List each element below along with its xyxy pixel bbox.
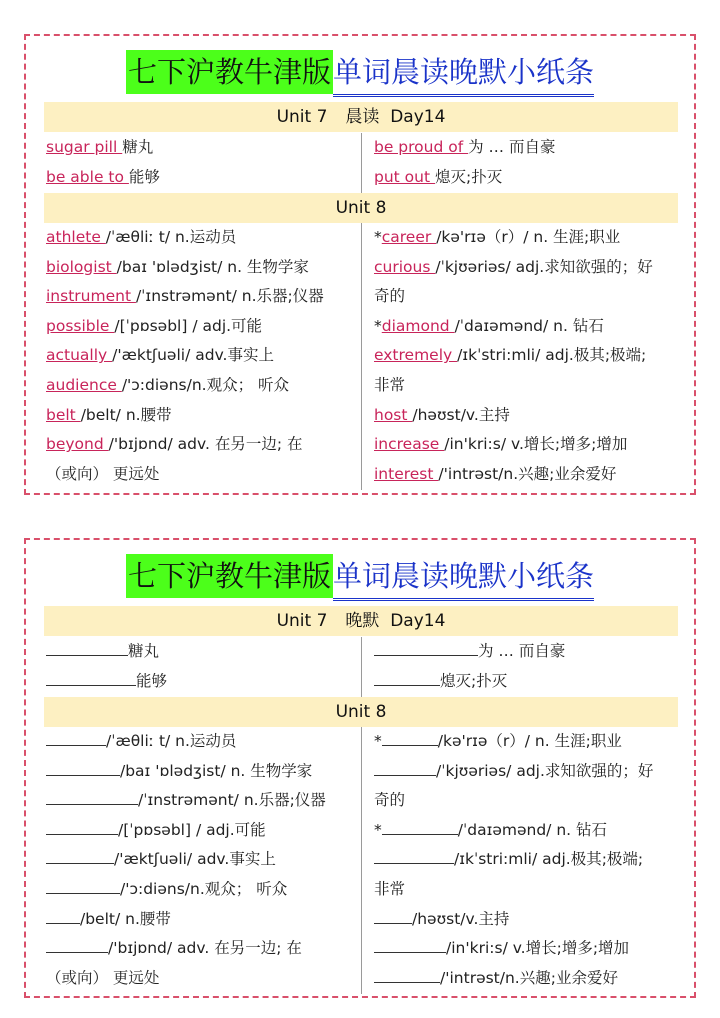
answer-blank[interactable] [374,845,454,864]
dictation-item [44,637,361,667]
vocab-item [362,223,678,253]
title-textbook: 七下沪教牛津版 [126,50,333,94]
dictation-item [362,845,678,875]
vocab-item [44,341,361,371]
vocab-meaning: 奇的 [374,791,406,810]
vocab-meaning: /in'kri:s/ v.增长;增多;增加 [444,435,628,454]
vocab-word: actually [46,346,113,365]
vocab-item [44,282,361,312]
dictation-item [362,727,678,757]
evening-dictation-card [24,538,696,998]
answer-blank[interactable] [46,875,120,894]
star-mark: * [374,732,382,750]
vocab-item [44,401,361,431]
vocab-meaning: 能够 [128,167,160,186]
unit7-right-column [362,637,678,697]
title-textbook: 七下沪教牛津版 [126,554,333,598]
vocab-meaning: /ɪkˈstri:mli/ adj.极其;极端; [454,850,644,869]
morning-reading-card [24,34,696,495]
vocab-item-continued [362,371,678,401]
vocab-word: belt [46,405,81,424]
answer-blank[interactable] [46,845,114,864]
vocab-meaning: /'intrəst/n.兴趣;业余爱好 [438,464,617,483]
vocab-item [44,312,361,342]
dictation-item-continued [362,875,678,905]
answer-blank[interactable] [374,964,440,983]
dictation-item [44,757,361,787]
vocab-meaning: /'æktʃuəli/ adv.事实上 [114,850,276,869]
star-mark: * [374,228,382,246]
vocab-meaning: （或向） 更远处 [46,968,160,987]
vocab-meaning: /həʊst/v.主持 [412,405,510,424]
title-subject: 单词晨读晚默小纸条 [333,554,594,601]
vocab-item [362,312,678,342]
dictation-item [44,934,361,964]
unit8-left-column [44,727,361,994]
vocab-meaning: （或向） 更远处 [46,464,160,483]
unit8-left-column [44,223,361,490]
vocab-meaning: /ˈæθliː t/ n.运动员 [105,228,237,246]
vocab-word: audience [46,375,122,394]
dictation-item [44,727,361,757]
day-label: Day14 [390,611,446,631]
vocab-meaning: 能够 [136,671,168,690]
vocab-meaning: /ɪkˈstri:mli/ adj.极其;极端; [457,346,647,365]
dictation-item [362,637,678,667]
vocab-item-continued [44,460,361,490]
unit8-right-column [362,223,678,490]
vocab-item [362,460,678,490]
vocab-item-continued [362,282,678,312]
card-title [26,50,694,96]
card-title [26,554,694,600]
vocab-item [362,163,678,193]
unit7-dictation [44,637,678,697]
dictation-item [362,667,678,697]
dictation-item-continued [362,786,678,816]
vocab-meaning: /ˈæθliː t/ n.运动员 [106,732,237,750]
dictation-item [44,667,361,697]
vocab-meaning: /ˈkjʊəriəs/ adj.求知欲强的；好 [435,257,653,276]
answer-blank[interactable] [46,727,106,746]
star-mark: * [374,820,382,839]
vocab-word: diamond [381,316,455,335]
vocab-meaning: 糖丸 [128,642,160,660]
vocab-meaning: /ˈɪnstrəmənt/ n.乐器;仪器 [135,287,324,306]
unit7-header [44,102,678,132]
vocab-item [44,133,361,163]
vocab-word: extremely [374,346,458,365]
unit7-left-column [44,637,361,697]
vocab-item [44,223,361,253]
unit8-vocab [44,223,678,490]
unit7-vocab [44,133,678,193]
answer-blank[interactable] [46,637,128,656]
title-subject: 单词晨读晚默小纸条 [333,50,594,97]
unit8-label: Unit 8 [335,702,387,722]
vocab-item [44,430,361,460]
answer-blank[interactable] [382,816,458,835]
dictation-item [362,816,678,846]
vocab-item [362,253,678,283]
dictation-item [44,845,361,875]
vocab-item [44,163,361,193]
unit7-label: Unit 7 [276,611,328,631]
dictation-item [44,905,361,935]
vocab-word: biologist [46,257,117,276]
vocab-meaning: /[ˈpɒsəbl] / adj.可能 [114,316,263,335]
dictation-item [362,964,678,994]
answer-blank[interactable] [374,757,436,776]
mode-label: 晨读 [345,107,380,127]
answer-blank[interactable] [374,934,446,953]
vocab-meaning: 熄灭;扑灭 [440,671,508,690]
vocab-word: athlete [46,228,106,246]
vocab-word: interest [374,464,439,483]
vocab-meaning: 糖丸 [122,138,154,156]
unit8-dictation [44,727,678,994]
vocab-meaning: /'æktʃuəli/ adv.事实上 [112,346,274,365]
vocab-meaning: /'bɪjɒnd/ adv. 在另一边; 在 [108,939,302,958]
vocab-meaning: /in'kri:s/ v.增长;增多;增加 [446,939,630,958]
vocab-word: instrument [46,287,136,306]
unit7-header [44,606,678,636]
vocab-meaning: /'bɪjɒnd/ adv. 在另一边; 在 [108,435,303,454]
unit8-label: Unit 8 [335,198,387,218]
vocab-word: sugar pill [46,138,123,156]
vocab-meaning: /belt/ n.腰带 [80,405,172,424]
vocab-meaning: 奇的 [374,287,406,306]
answer-blank[interactable] [46,786,138,805]
vocab-meaning: /'ɔ:diəns/n.观众； 听众 [120,879,288,898]
answer-blank[interactable] [374,637,478,656]
vocab-item [44,371,361,401]
vocab-word: put out [374,167,435,186]
mode-label: 晚默 [345,611,380,631]
vocab-meaning: /kə'rɪə（r）/ n. 生涯;职业 [436,228,621,246]
vocab-meaning: /ˈkjʊəriəs/ adj.求知欲强的；好 [436,761,654,780]
vocab-meaning: /ˈɪnstrəmənt/ n.乐器;仪器 [138,791,326,810]
vocab-meaning: /[ˈpɒsəbl] / adj.可能 [118,820,266,839]
vocab-meaning: 非常 [374,879,406,898]
vocab-item [362,401,678,431]
vocab-word: possible [46,316,115,335]
vocab-meaning: /'ɔ:diəns/n.观众； 听众 [121,375,290,394]
vocab-item [362,133,678,163]
answer-blank[interactable] [46,757,120,776]
answer-blank[interactable] [46,934,108,953]
answer-blank[interactable] [382,727,438,746]
vocab-meaning: /'intrəst/n.兴趣;业余爱好 [440,968,618,987]
vocab-meaning: /baɪ 'ɒlədʒist/ n. 生物学家 [116,257,309,276]
vocab-meaning: /ˈdaɪəmənd/ n. 钻石 [454,316,604,335]
unit7-left-column [44,133,361,193]
dictation-item [44,875,361,905]
dictation-item [362,905,678,935]
vocab-word: be able to [46,167,129,186]
vocab-word: beyond [46,435,109,454]
vocab-word: host [374,405,413,424]
vocab-meaning: 非常 [374,375,406,394]
vocab-word: curious [374,257,436,276]
star-mark: * [374,316,382,335]
vocab-word: increase [374,435,445,454]
answer-blank[interactable] [46,816,118,835]
answer-blank[interactable] [46,667,136,686]
vocab-meaning: 熄灭;扑灭 [434,167,503,186]
unit8-right-column [362,727,678,994]
vocab-meaning: /baɪ 'ɒlədʒist/ n. 生物学家 [120,761,313,780]
vocab-meaning: /belt/ n.腰带 [80,909,171,928]
answer-blank[interactable] [374,905,412,924]
day-label: Day14 [390,107,446,127]
unit7-right-column [362,133,678,193]
dictation-item [44,816,361,846]
vocab-item [362,430,678,460]
unit8-header [44,193,678,223]
dictation-item [362,757,678,787]
unit8-header [44,697,678,727]
vocab-word: be proud of [374,138,469,156]
vocab-item [362,341,678,371]
vocab-meaning: /kə'rɪə（r）/ n. 生涯;职业 [437,732,622,750]
dictation-item [44,786,361,816]
unit7-label: Unit 7 [276,107,328,127]
vocab-meaning: /həʊst/v.主持 [412,909,510,928]
vocab-item [44,253,361,283]
answer-blank[interactable] [374,667,440,686]
vocab-meaning: 为 … 而自豪 [478,642,566,660]
answer-blank[interactable] [46,905,80,924]
vocab-word: career [381,228,437,246]
vocab-meaning: /ˈdaɪəmənd/ n. 钻石 [457,820,607,839]
dictation-item-continued [44,964,361,994]
dictation-item [362,934,678,964]
vocab-meaning: 为 … 而自豪 [468,138,556,156]
